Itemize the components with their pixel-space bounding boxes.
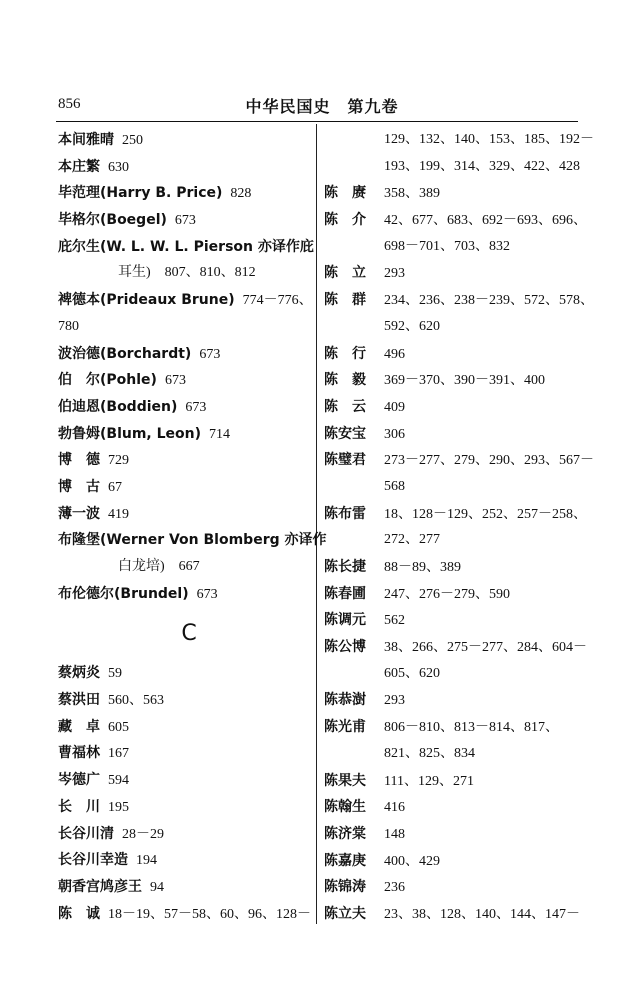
- entry-name: 陈翰生: [324, 799, 366, 816]
- entry-name: 陈嘉庚: [324, 852, 366, 869]
- entry-name: 毕格尔(Boegel): [58, 212, 167, 229]
- entry-pages: 67: [108, 479, 122, 495]
- index-line: [324, 607, 582, 634]
- index-entry: [58, 794, 312, 821]
- entry-name: 陈公博: [324, 639, 366, 656]
- index-entry: [324, 260, 582, 287]
- entry-name: 陈光甫: [324, 719, 366, 736]
- index-entry: [324, 287, 594, 340]
- entry-name: 伯迪恩(Boddien): [58, 398, 178, 415]
- section-letter: C: [181, 621, 197, 647]
- index-entry: [324, 180, 582, 207]
- index-line: [324, 314, 582, 341]
- index-entry: [58, 180, 312, 207]
- entry-name: 陈恭澍: [324, 692, 366, 709]
- index-line: [58, 260, 312, 287]
- left-column: [58, 127, 327, 927]
- index-entry: [324, 687, 582, 714]
- entry-name: 长谷川幸造: [58, 852, 128, 869]
- index-entry: [58, 501, 312, 528]
- index-entry: [58, 740, 312, 767]
- entry-name: 博 德: [58, 452, 100, 469]
- entry-pages: 605: [108, 719, 129, 735]
- index-line: [324, 260, 582, 287]
- entry-name: 岑德广: [58, 772, 100, 789]
- entry-name: 本庄繁: [58, 158, 100, 175]
- entry-pages: 306: [384, 426, 405, 442]
- index-entry: [58, 207, 312, 234]
- entry-pages: 409: [384, 399, 405, 415]
- entry-name: 朝香宫鸠彦王: [58, 878, 142, 895]
- entry-pages: 250: [122, 133, 143, 148]
- index-line: [58, 821, 312, 848]
- entry-continuation: 耳生) 807、810、812: [118, 265, 256, 281]
- index-line: [324, 901, 582, 928]
- entry-pages: 18－19、57－58、60、96、128－: [108, 906, 311, 922]
- index-line: [324, 367, 582, 394]
- entry-name: 陈 云: [324, 398, 366, 415]
- index-entry: [58, 287, 312, 340]
- entry-pages: 673: [174, 213, 196, 229]
- index-entry: [58, 821, 312, 848]
- index-entry: [58, 874, 312, 901]
- index-line: [58, 447, 312, 474]
- index-line: [58, 234, 312, 261]
- entry-name: 陈 介: [324, 212, 366, 229]
- column-divider: [316, 124, 317, 924]
- index-line: [58, 581, 312, 608]
- index-line: [324, 661, 582, 688]
- index-line: [58, 527, 327, 554]
- entry-name: 长谷川清: [58, 825, 114, 842]
- entry-name: 陈立夫: [324, 905, 366, 922]
- index-entry: [58, 714, 312, 741]
- index-line: [58, 767, 312, 794]
- index-line: [324, 501, 587, 528]
- index-line: [324, 794, 582, 821]
- index-line: [324, 527, 582, 554]
- index-entry: [58, 367, 312, 394]
- entry-pages: 23、38、128、140、144、147－: [384, 906, 580, 922]
- index-line: [58, 714, 312, 741]
- index-line: [324, 341, 582, 368]
- index-entry: [324, 607, 582, 634]
- index-line: [58, 901, 312, 928]
- index-entry: [58, 421, 312, 448]
- index-line: [58, 847, 312, 874]
- entry-name: 波治德(Borchardt): [58, 345, 192, 362]
- index-entry: [324, 714, 582, 767]
- index-line: [324, 848, 582, 875]
- page-number: 856: [58, 96, 81, 112]
- entry-pages: 369－370、390－391、400: [384, 373, 545, 389]
- entry-pages: 28－29: [122, 826, 164, 842]
- entry-name: 蔡洪田: [58, 692, 100, 709]
- index-entry: [324, 421, 582, 448]
- entry-name: 蔡炳炎: [58, 665, 100, 682]
- entry-name: 长 川: [58, 798, 100, 815]
- entry-pages: 273－277、279、290、293、567－: [384, 453, 594, 469]
- index-line: [324, 234, 582, 261]
- index-line: [58, 687, 312, 714]
- index-entry: [324, 848, 582, 875]
- entry-pages: 673: [199, 346, 221, 362]
- index-line: [324, 714, 582, 741]
- index-line: [58, 154, 312, 181]
- index-entry: [324, 821, 582, 848]
- entry-pages: 698－701、703、832: [384, 238, 510, 254]
- entry-pages: 806－810、813－814、817、: [384, 720, 559, 736]
- entry-pages: 88－89、389: [384, 560, 461, 575]
- index-line: [324, 874, 582, 901]
- entry-name: 布伦德尔(Brundel): [58, 585, 189, 602]
- entry-pages: 568: [384, 478, 405, 494]
- entry-pages: 673: [164, 373, 186, 389]
- entry-name: 陈安宝: [324, 425, 366, 442]
- index-line: [324, 768, 582, 795]
- index-line: [324, 687, 582, 714]
- entry-pages: 673: [196, 586, 218, 602]
- entry-name: 勃鲁姆(Blum, Leon): [58, 425, 202, 442]
- index-entry: [58, 527, 327, 580]
- entry-pages: 193、199、314、329、422、428: [384, 158, 580, 174]
- entry-name: 薄一波: [58, 505, 100, 522]
- index-line: [324, 154, 582, 181]
- entry-pages: 42、677、683、692－693、696、: [384, 213, 587, 229]
- index-entry: [58, 660, 312, 687]
- index-entry: [58, 394, 312, 421]
- entry-pages: 38、266、275－277、284、604－: [384, 640, 587, 656]
- index-line: [58, 874, 312, 901]
- index-line: [324, 821, 582, 848]
- index-entry: [58, 234, 312, 287]
- index-entry: [58, 767, 312, 794]
- entry-pages: 416: [384, 800, 405, 816]
- entry-pages: 194: [136, 853, 157, 869]
- entry-pages: 293: [384, 693, 405, 709]
- entry-name: 陈璧君: [324, 452, 366, 469]
- entry-name: 庇尔生(W. L. W. L. Pierson 亦译作庇: [58, 238, 314, 255]
- index-entry: [58, 581, 312, 608]
- entry-name: 博 古: [58, 478, 100, 495]
- running-head-title: 中华民国史 第九卷: [245, 97, 399, 116]
- entry-pages: 94: [150, 879, 164, 895]
- index-line: [58, 501, 312, 528]
- entry-pages: 129、132、140、153、185、192－: [384, 132, 594, 147]
- index-line: [58, 314, 312, 341]
- right-column: [324, 127, 594, 928]
- index-entry: [324, 581, 582, 608]
- index-entry: [58, 847, 312, 874]
- entry-name: 陈 群: [324, 292, 366, 309]
- index-entry: [324, 207, 587, 260]
- entry-pages: 592、620: [384, 318, 440, 334]
- entry-pages: 562: [384, 613, 405, 629]
- index-line: [324, 180, 582, 207]
- entry-pages: 195: [108, 799, 129, 815]
- index-entry: [324, 901, 582, 928]
- index-line: [58, 180, 312, 207]
- entry-pages: 400、429: [384, 853, 440, 869]
- index-entry: [324, 634, 587, 687]
- index-entry: [324, 367, 582, 394]
- index-entry: [58, 154, 312, 181]
- entry-name: 裨德本(Prideaux Brune): [58, 292, 235, 309]
- index-line: [324, 127, 594, 154]
- index-entry: [324, 447, 594, 500]
- entry-pages: 148: [384, 826, 405, 842]
- entry-name: 陈果夫: [324, 772, 366, 789]
- entry-pages: 714: [209, 426, 231, 442]
- index-entry: [58, 687, 312, 714]
- entry-pages: 774－776、: [242, 293, 313, 309]
- index-line: [58, 127, 312, 154]
- entry-name: 陈春圃: [324, 585, 366, 602]
- entry-name: 陈锦涛: [324, 879, 366, 896]
- entry-pages: 236: [384, 880, 405, 896]
- index-entry: [324, 341, 582, 368]
- index-line: [324, 287, 594, 314]
- entry-name: 陈 诚: [58, 905, 100, 922]
- entry-name: 曹福林: [58, 745, 100, 762]
- index-line: [58, 394, 312, 421]
- entry-pages: 111、129、271: [384, 773, 474, 789]
- entry-pages: 234、236、238－239、572、578、: [384, 293, 594, 309]
- index-line: [58, 367, 312, 394]
- entry-name: 伯 尔(Pohle): [58, 372, 157, 389]
- index-entry: [324, 874, 582, 901]
- entry-name: 布隆堡(Werner Von Blomberg 亦译作: [58, 532, 327, 549]
- index-line: [58, 421, 312, 448]
- entry-name: 陈调元: [324, 612, 366, 629]
- entry-name: 陈 赓: [324, 185, 366, 202]
- entry-name: 陈 立: [324, 265, 366, 282]
- index-line: [324, 474, 582, 501]
- index-entry: [324, 794, 582, 821]
- index-entry: [324, 394, 582, 421]
- index-entry: [58, 341, 312, 368]
- index-entry: [58, 474, 312, 501]
- index-line: [58, 554, 312, 581]
- entry-continuation: 白龙培) 667: [118, 559, 200, 574]
- index-line: [324, 207, 587, 234]
- entry-pages: 605、620: [384, 665, 440, 681]
- index-line: [324, 554, 582, 581]
- entry-pages: 630: [108, 159, 129, 175]
- index-line: [58, 794, 312, 821]
- index-line: [58, 740, 312, 767]
- index-entry: [324, 554, 582, 581]
- index-entry: [324, 501, 587, 554]
- entry-pages: 272、277: [384, 532, 440, 548]
- index-line: [324, 634, 587, 661]
- entry-pages: 419: [108, 506, 129, 522]
- entry-pages: 167: [108, 746, 129, 762]
- index-line: [58, 287, 312, 314]
- entry-name: 本间雅晴: [58, 132, 114, 148]
- entry-pages: 594: [108, 773, 129, 789]
- index-entry: [58, 127, 312, 154]
- entry-pages: 673: [185, 399, 207, 415]
- header-rule: [56, 121, 578, 122]
- index-entry: [324, 768, 582, 795]
- entry-name: 陈 毅: [324, 372, 366, 389]
- entry-continuation: 780: [58, 318, 79, 334]
- index-line: [324, 447, 594, 474]
- index-line: [324, 421, 582, 448]
- index-line: [58, 474, 312, 501]
- entry-name: 陈 行: [324, 345, 366, 362]
- entry-name: 陈布雷: [324, 505, 366, 522]
- entry-pages: 821、825、834: [384, 745, 475, 761]
- index-line: [58, 341, 312, 368]
- entry-pages: 828: [230, 186, 252, 202]
- index-line: [324, 741, 582, 768]
- entry-pages: 358、389: [384, 186, 440, 202]
- entry-name: 毕范理(Harry B. Price): [58, 185, 223, 202]
- entry-pages: 496: [384, 346, 405, 362]
- entry-pages: 59: [108, 666, 122, 682]
- entry-pages: 293: [384, 266, 405, 282]
- index-line: [58, 660, 312, 687]
- index-line: [58, 207, 312, 234]
- index-entry: [58, 447, 312, 474]
- entry-pages: 729: [108, 453, 129, 469]
- index-entry: [58, 901, 312, 928]
- index-entry: [324, 127, 594, 180]
- entry-pages: 560、563: [108, 693, 164, 709]
- index-line: [324, 581, 582, 608]
- entry-name: 藏 卓: [58, 718, 100, 735]
- entry-pages: 18、128－129、252、257－258、: [384, 506, 587, 522]
- index-line: [324, 394, 582, 421]
- entry-pages: 247、276－279、590: [384, 586, 510, 602]
- entry-name: 陈济棠: [324, 825, 366, 842]
- entry-name: 陈长捷: [324, 559, 366, 575]
